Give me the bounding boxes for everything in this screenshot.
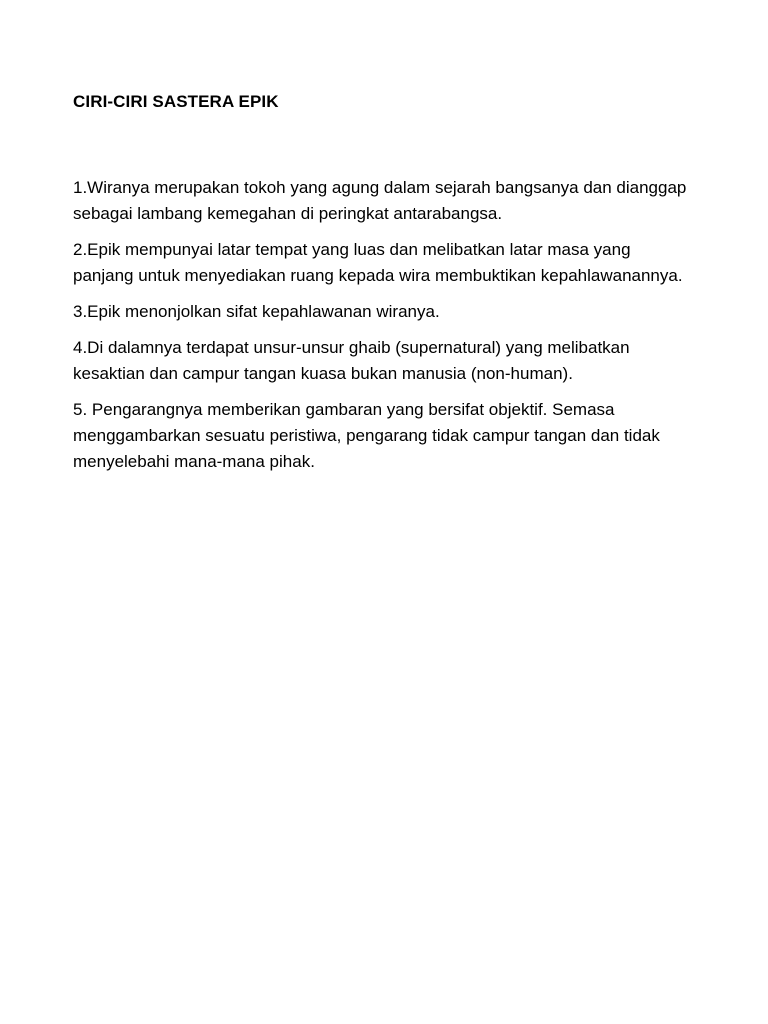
characteristic-item-3: 3.Epik menonjolkan sifat kepahlawanan wiranya. (73, 302, 440, 321)
document-content (73, 88, 688, 485)
characteristics-list (73, 175, 688, 475)
characteristic-item-2: 2.Epik mempunyai latar tempat yang luas dan melibatkan latar masa yang panjang untuk menyediakan ruang kepada wira membuktikan kepahlawanannya. (73, 240, 683, 285)
characteristic-item-4: 4.Di dalamnya terdapat unsur-unsur ghaib (supernatural) yang melibatkan kesaktian dan campur tangan kuasa bukan manusia (non-human). (73, 338, 630, 383)
document-title: CIRI-CIRI SASTERA EPIK (73, 92, 279, 111)
characteristic-item-5: 5. Pengarangnya memberikan gambaran yang bersifat objektif. Semasa menggambarkan sesuatu peristiwa, pengarang tidak campur tangan dan tidak menyelebahi mana-mana pihak. (73, 400, 660, 471)
characteristic-item-1: 1.Wiranya merupakan tokoh yang agung dalam sejarah bangsanya dan dianggap sebagai lambang kemegahan di peringkat antarabangsa. (73, 178, 687, 223)
